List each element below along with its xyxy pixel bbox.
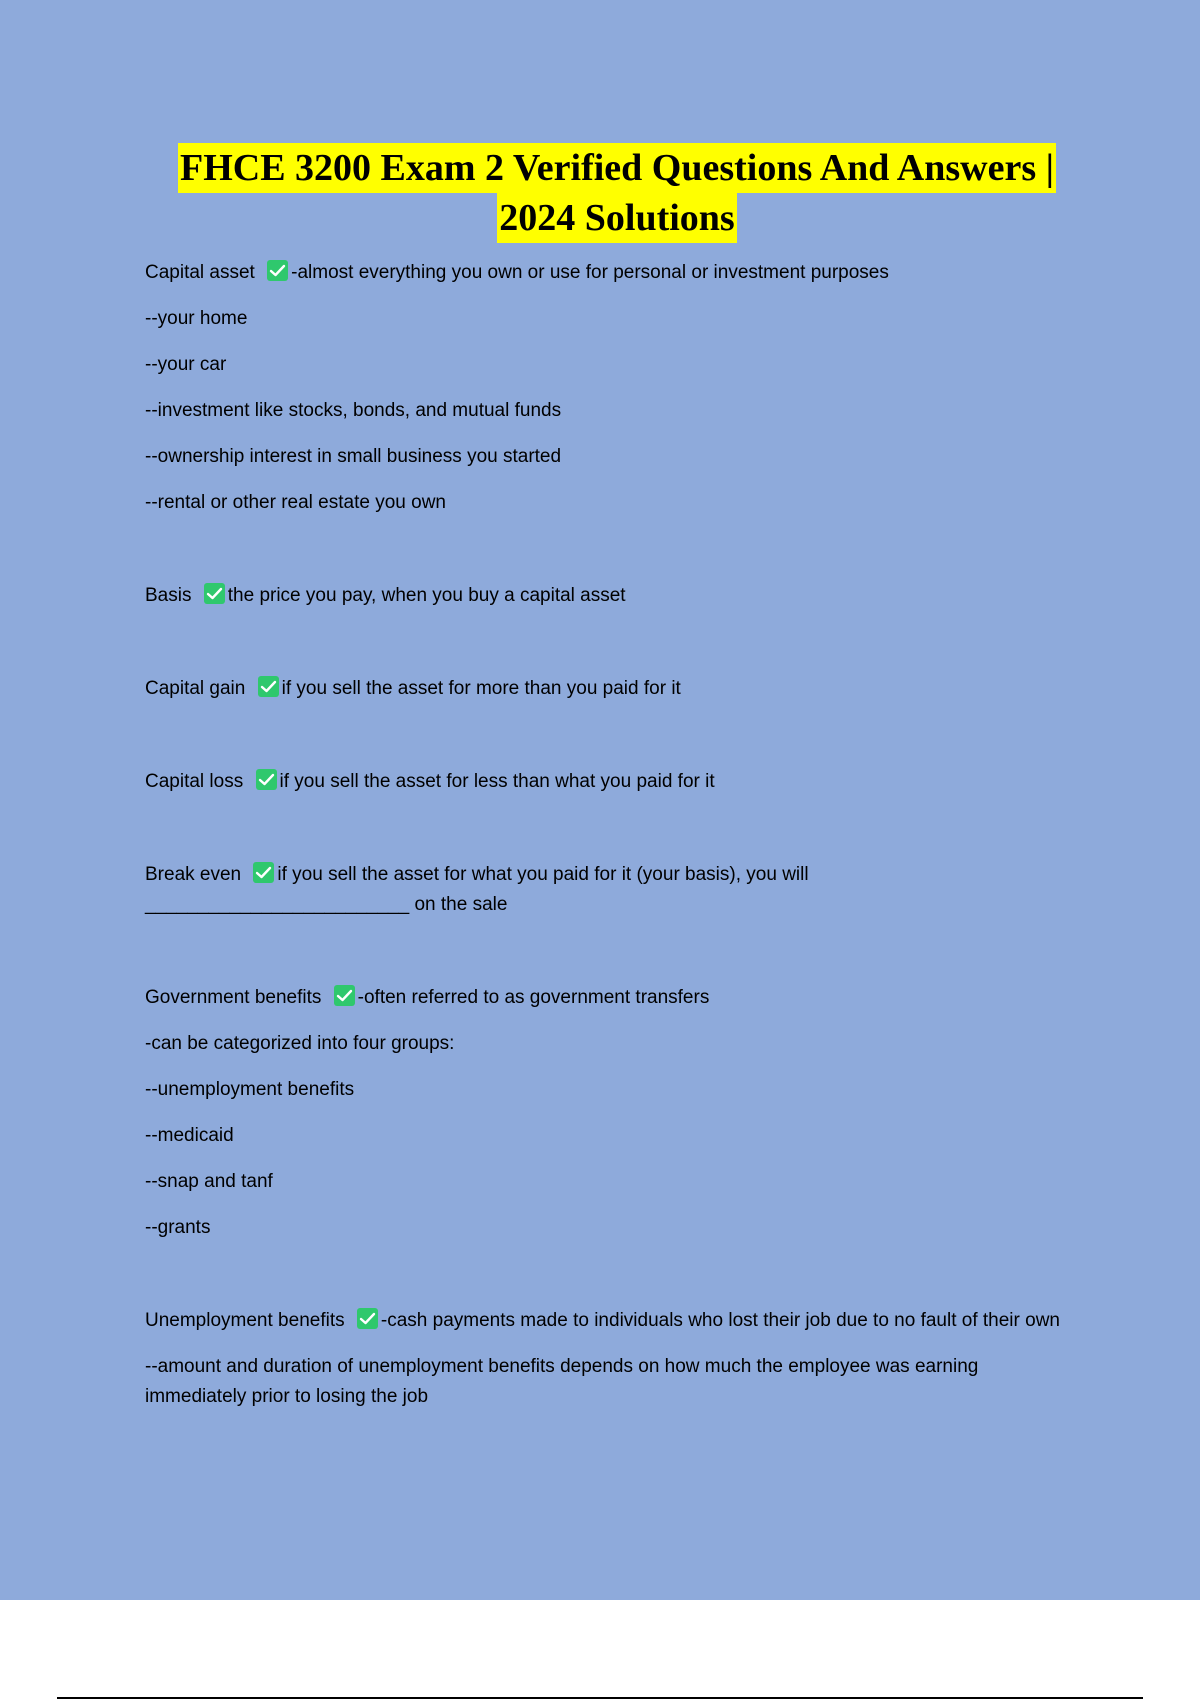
entry-term: Capital asset <box>145 262 261 283</box>
entry-line <box>145 767 1065 797</box>
check-mark-icon <box>204 583 225 604</box>
entry-tail: on the sale <box>409 894 508 915</box>
entry-definition: -almost everything you own or use for personal or investment purposes <box>291 262 889 283</box>
list-item: --investment like stocks, bonds, and mutual funds <box>145 400 562 421</box>
entry-line <box>145 983 1065 1013</box>
check-mark-icon <box>253 862 274 883</box>
entry-term: Government benefits <box>145 987 327 1008</box>
entry-definition: the price you pay, when you buy a capital asset <box>227 585 626 606</box>
entry-definition: -often referred to as government transfers <box>357 987 710 1008</box>
entry-government-benefits <box>145 983 1065 1243</box>
check-mark-icon <box>258 676 279 697</box>
entry-capital-asset <box>145 258 1065 518</box>
title-line-1: FHCE 3200 Exam 2 Verified Questions And Answers | <box>178 143 1056 193</box>
entry-definition: if you sell the asset for more than you paid for it <box>281 678 681 699</box>
list-item: --grants <box>145 1217 211 1238</box>
title-line-2: 2024 Solutions <box>497 193 736 243</box>
document-body <box>145 258 1065 1412</box>
list-item: --ownership interest in small business you started <box>145 446 562 467</box>
entry-definition: -cash payments made to individuals who lost their job due to no fault of their own <box>380 1310 1060 1331</box>
check-mark-icon <box>334 985 355 1006</box>
entry-line <box>145 860 1065 920</box>
entry-line <box>145 258 1065 288</box>
entry-term: Capital gain <box>145 678 251 699</box>
entry-line <box>145 581 1065 611</box>
list-item: --rental or other real estate you own <box>145 492 446 513</box>
entry-unemployment-benefits <box>145 1306 1065 1412</box>
entry-break-even <box>145 860 1065 920</box>
entry-term: Basis <box>145 585 197 606</box>
check-mark-icon <box>256 769 277 790</box>
check-mark-icon <box>267 260 288 281</box>
list-item: --unemployment benefits <box>145 1079 355 1100</box>
entry-definition: if you sell the asset for less than what you paid for it <box>279 771 715 792</box>
check-mark-icon <box>357 1308 378 1329</box>
list-item: --snap and tanf <box>145 1171 273 1192</box>
entry-term: Capital loss <box>145 771 249 792</box>
list-item: --your home <box>145 308 248 329</box>
entry-basis <box>145 581 1065 611</box>
list-item: --medicaid <box>145 1125 234 1146</box>
entry-term: Break even <box>145 864 247 885</box>
entry-capital-loss <box>145 767 1065 797</box>
list-item: --your car <box>145 354 227 375</box>
footer-divider <box>57 1697 1143 1699</box>
entry-line <box>145 1306 1065 1336</box>
entry-capital-gain <box>145 674 1065 704</box>
entry-line <box>145 674 1065 704</box>
list-item: -can be categorized into four groups: <box>145 1033 455 1054</box>
fill-in-blank: _________________________ <box>145 894 410 915</box>
document-title <box>0 143 1200 243</box>
entry-definition: if you sell the asset for what you paid for it (your basis), you will <box>277 864 809 885</box>
list-item: --amount and duration of unemployment benefits depends on how much the employee was earning immediately prior to losing the job <box>145 1356 979 1407</box>
entry-term: Unemployment benefits <box>145 1310 350 1331</box>
